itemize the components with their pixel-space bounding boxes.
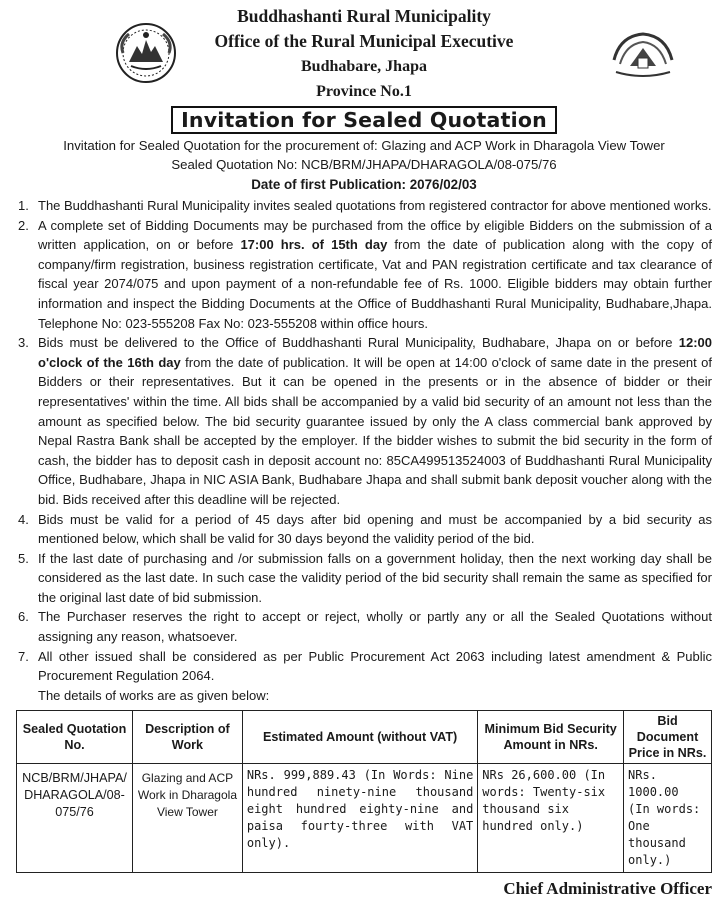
clause-text: If the last date of purchasing and /or submission falls on a government holiday, then the next working day shall be considered as the last date. In such case the validity period of the bid security shall remain the same as specified for the original last date of bid submission. — [38, 550, 712, 605]
clause-4: 4. Bids must be valid for a period of 45 days after bid opening and must be accompanied by a bid security as mentioned below, which shall be valid for 30 days beyond the validity period of the bid. — [18, 511, 712, 547]
clause-7: 7. All other issued shall be considered as per Public Procurement Act 2063 including latest amendment & Public Procurement Regulation 2064. — [18, 648, 712, 684]
deadline-submission: 12:00 o'clock of the 16th day — [38, 335, 712, 370]
province: Province No.1 — [316, 83, 412, 100]
banner-wrapper — [0, 106, 728, 136]
cell-quotation-no: NCB/BRM/JHAPA/ DHARAGOLA/08- 075/76 — [17, 763, 133, 872]
header-bid-security: Minimum Bid Security Amount in NRs. — [478, 710, 624, 763]
header-document-price: Bid Document Price in NRs. — [624, 710, 712, 763]
clause-2: 2. A complete set of Bidding Documents may be purchased from the office by eligible Bidders on the submission of a written application, on or before 17:00 hrs. of 15th day from the date of publication along with the copy of company/firm registration, business registration certificate, Vat and PAN registration certificate and tax clearance of fiscal year 2074/075 and upon payment of a non-refundable fee of Rs. 1000. Eligible bidders may obtain further information and inspect the Bidding Documents at the Office of Buddhashanti Rural Municipality, Budhabare,Jhapa. Telephone No: 023-555208 Fax No: 023-555208 within office hours. — [18, 217, 712, 331]
clause-text: All other issued shall be considered as per Public Procurement Act 2063 including latest amendment & Public Procurement Regulation 2064. — [38, 648, 712, 684]
clause-text: The Purchaser reserves the right to accept or reject, wholly or partly any or all the Sealed Quotations without assigning any reason, whatsoever. — [38, 609, 712, 645]
office-name: Office of the Rural Municipal Executive — [214, 31, 514, 51]
clause-5: 5. If the last date of purchasing and /or submission falls on a government holiday, then the next working day shall be considered as the last date. In such case the validity period of the bid security shall remain the same as specified for the original last date of bid submission. — [18, 550, 712, 605]
clause-6: 6. The Purchaser reserves the right to accept or reject, wholly or partly any or all the Sealed Quotations without assigning any reason, whatsoever. — [18, 609, 712, 645]
clause-text: from the date of publication. It will be open at 14:00 o'clock of same date in the present of Bidders or their representatives. But it can be opened in the presents or in the absence of bidder or their representatives' within the time. All bids shall be accompanied by a valid bid security of an amount not less than the amount as specified below. The bid security guarantee issued by only the A class commercial bank approved by Nepal Rastra Bank shall be accepted by the employer. If the bidder wishes to submit the bid security in the form of cash, the bidder has to deposit cash in deposit account no: 85CA499513524003 of Buddhashanti Rural Municipality Office, Budhabare, Jhapa in NIC ASIA Bank, Budhabare Jhapa and shall submit bank deposit voucher along with the bid. Bids received after this deadline will be rejected. — [38, 354, 713, 507]
office-address: Budhabare, Jhapa — [301, 58, 427, 75]
notice-title: Invitation for Sealed Quotation — [171, 106, 557, 134]
cell-estimated-amount: NRs. 999,889.43 (In Words: Nine hundred ninety-nine thousand eight hundred eighty-nine and paisa fourty-three with VAT only). — [242, 763, 477, 872]
header-quotation-no: Sealed Quotation No. — [17, 710, 133, 763]
clause-1: 1. The Buddhashanti Rural Municipality invites sealed quotations from registered contractor for above mentioned works. — [18, 198, 712, 213]
clause-list — [0, 196, 728, 686]
clause-text: Bids must be valid for a period of 45 days after bid opening and must be accompanied by a bid security as mentioned below, which shall be valid for 30 days beyond the validity period of the bid. — [38, 511, 712, 547]
publication-date: Date of first Publication: 2076/02/03 — [251, 177, 477, 192]
clause-3: 3. Bids must be delivered to the Office of Buddhashanti Rural Municipality, Budhabare, Jhapa on or before 12:00 o'clock of the 16th day from the date of publication. It will be open at 14:00 o'clock of same date in the present of Bidders or their representatives. But it can be opened in the presents or in the absence of bidder or their representatives' within the time. All bids shall be accompanied by a valid bid security of an amount not less than the amount as specified below. The bid security guarantee issued by only the A class commercial bank approved by Nepal Rastra Bank shall be accepted by the employer. If the bidder wishes to submit the bid security in the form of cash, the bidder has to deposit cash in deposit account no: 85CA499513524003 of Buddhashanti Rural Municipality Office, Budhabare, Jhapa in NIC ASIA Bank, Budhabare Jhapa and shall submit bank deposit voucher along with the bid. Bids received after this deadline will be rejected. — [18, 335, 713, 507]
clause-text: A complete set of Bidding Documents may be purchased from the office by eligible Bidders on the submission of a written application, on or before — [38, 217, 712, 253]
cell-bid-security: NRs 26,600.00 (In words: Twenty-six thousand six hundred only.) — [478, 763, 624, 872]
works-table — [16, 710, 712, 873]
header-description: Description of Work — [132, 710, 242, 763]
quotation-number: Sealed Quotation No: NCB/BRM/JHAPA/DHARAGOLA/08-075/76 — [171, 157, 557, 172]
letterhead — [0, 0, 728, 104]
table-header-row — [17, 710, 712, 763]
municipality-name: Buddhashanti Rural Municipality — [237, 6, 491, 26]
clause-text: The Buddhashanti Rural Municipality invites sealed quotations from registered contractor for above mentioned works. — [38, 198, 712, 213]
cell-document-price: NRs. 1000.00 (In words: One thousand only.) — [624, 763, 712, 872]
nepal-government-emblem-icon — [115, 22, 177, 84]
deadline-purchase: 17:00 hrs. of 15th day — [240, 237, 388, 253]
table-row — [17, 763, 712, 872]
clause-text: Bids must be delivered to the Office of Buddhashanti Rural Municipality, Budhabare, Jhapa on or before — [38, 335, 679, 351]
signatory-title: Chief Administrative Officer — [503, 879, 712, 898]
header-estimated-amount: Estimated Amount (without VAT) — [242, 710, 477, 763]
procurement-subject: Invitation for Sealed Quotation for the procurement of: Glazing and ACP Work in Dharagola View Tower — [63, 138, 665, 153]
clause-text: from the date of publication along with the copy of company/firm registration, business registration certificate, Vat and PAN registration certificate and tax clearance of fiscal year 2074/075 and upon payment of a non-refundable fee of Rs. 1000. Eligible bidders may obtain further information and inspect the Bidding Documents at the Office of Buddhashanti Rural Municipality, Budhabare,Jhapa. Telephone No: 023-555208 Fax No: 023-555208 within office hours. — [38, 237, 712, 331]
cell-description: Glazing and ACP Work in Dharagola View Tower — [132, 763, 242, 872]
works-intro: The details of works are as given below: — [38, 687, 270, 703]
municipality-logo-icon — [610, 30, 676, 78]
